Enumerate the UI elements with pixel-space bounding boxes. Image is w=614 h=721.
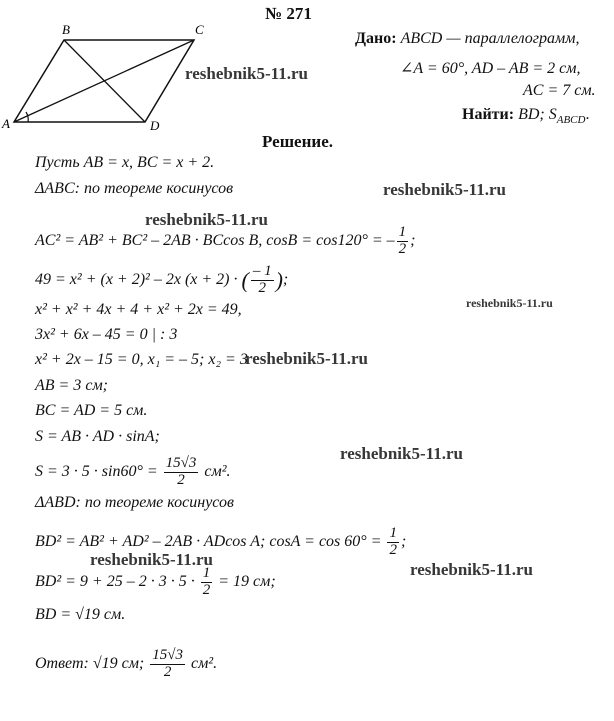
frac-num: 1: [202, 565, 211, 581]
solution-line-2: ΔABC: по теореме косинусов: [35, 180, 234, 197]
fraction-half-1: [397, 225, 409, 258]
solution-title: Решение.: [262, 132, 333, 151]
solution-line-1: Пусть AB = x, BC = x + 2.: [35, 154, 215, 171]
vertex-b-label: B: [62, 22, 70, 37]
given-line-2: ∠A = 60°, AD – AB = 2 см,: [400, 60, 581, 77]
solution-line-4-text: 49 = x² + (x + 2)² – 2x (x + 2) ·: [35, 270, 238, 288]
solution-line-12: ΔABD: по теореме косинусов: [35, 494, 234, 511]
solution-line-4: 49 = x² + (x + 2)² – 2x (x + 2) · ( $\frac{- 1}{2}$ );: [35, 263, 289, 296]
watermark: reshebnik5-11.ru: [145, 210, 268, 229]
given-line-3: AC = 7 см.: [523, 82, 596, 99]
fraction-answer: [150, 648, 185, 681]
watermark: reshebnik5-11.ru: [410, 560, 533, 579]
frac-num: – 1: [252, 263, 272, 279]
solution-line-15: BD = √19 см.: [35, 606, 126, 623]
watermark: reshebnik5-11.ru: [466, 296, 553, 310]
solution-line-10: S = AB · AD · sinA;: [35, 428, 160, 445]
problem-number: № 271: [265, 4, 312, 23]
frac-num: 15√3: [152, 647, 183, 663]
vertex-c-label: C: [195, 22, 204, 37]
parallelogram-figure: [0, 20, 204, 135]
solution-line-13-text: BD² = AB² + AD² – 2AB · ADcos A; cosA = cos 60° =: [35, 532, 382, 550]
frac-den: 2: [163, 663, 172, 680]
frac-num: 1: [398, 224, 407, 240]
watermark: reshebnik5-11.ru: [245, 349, 368, 368]
fraction-area: [164, 456, 199, 489]
frac-num: 15√3: [165, 455, 197, 471]
vertex-a-label: A: [2, 116, 10, 131]
solution-line-14: [35, 566, 276, 599]
answer-label: Ответ:: [35, 654, 89, 672]
solution-line-11-unit: см².: [204, 462, 231, 480]
answer-part-b: см².: [190, 654, 218, 672]
given-label: Дано:: [355, 30, 397, 47]
fraction-neg-half: [251, 264, 274, 297]
find-line: Найти: BD; $S_{ABCD}$.: [462, 106, 590, 127]
frac-den: 2: [202, 581, 211, 598]
diagonal-bd: [64, 40, 145, 122]
solution-line-7: x² + 2x – 15 = 0, x₁ = – 5; x₂ = 3: [35, 351, 248, 368]
solution-line-6: 3x² + 6x – 45 = 0 | : 3: [35, 326, 178, 343]
solution-line-14-text: BD² = 9 + 25 – 2 · 3 · 5 ·: [35, 572, 195, 590]
watermark: reshebnik5-11.ru: [383, 180, 506, 199]
solution-line-9: BC = AD = 5 см.: [35, 402, 148, 419]
answer-line: [35, 648, 217, 681]
frac-den: 2: [177, 471, 185, 488]
given-text-1: ABCD — параллелограмм,: [400, 30, 580, 47]
solution-line-3: AC² = AB² + BC² – 2AB · BCcos B, cosB = cos120° = – $\frac{1}{2}$ ;: [35, 224, 416, 257]
find-text: BD; S: [518, 106, 557, 123]
frac-num: 1: [389, 525, 397, 541]
solution-line-11: [35, 456, 231, 489]
frac-den: 2: [398, 240, 407, 257]
answer-part-a: √19 см;: [92, 654, 145, 672]
watermark: reshebnik5-11.ru: [90, 550, 213, 569]
fraction-half-3: [201, 566, 213, 599]
find-sub: ABCD: [556, 114, 586, 127]
watermark: reshebnik5-11.ru: [185, 64, 308, 83]
solution-line-14-tail: = 19 см;: [218, 572, 276, 590]
frac-den: 2: [389, 541, 397, 558]
fraction-half-2: [387, 526, 399, 559]
solution-line-5: x² + x² + 4x + 4 + x² + 2x = 49,: [35, 301, 242, 318]
frac-den: 2: [258, 279, 266, 296]
watermark: reshebnik5-11.ru: [340, 444, 463, 463]
solution-line-11-text: S = 3 · 5 · sin60° =: [35, 462, 158, 480]
solution-line-3-text: AC² = AB² + BC² – 2AB · BCcos B, cosB = cos120° = –: [35, 231, 395, 249]
given-line-1: [355, 30, 579, 48]
vertex-d-label: D: [150, 118, 160, 133]
solution-line-13: BD² = AB² + AD² – 2AB · ADcos A; cosA = cos 60° = $\frac{1}{2}$ ;: [35, 525, 407, 558]
find-label: Найти:: [462, 106, 515, 123]
solution-line-8: AB = 3 см;: [35, 377, 108, 394]
